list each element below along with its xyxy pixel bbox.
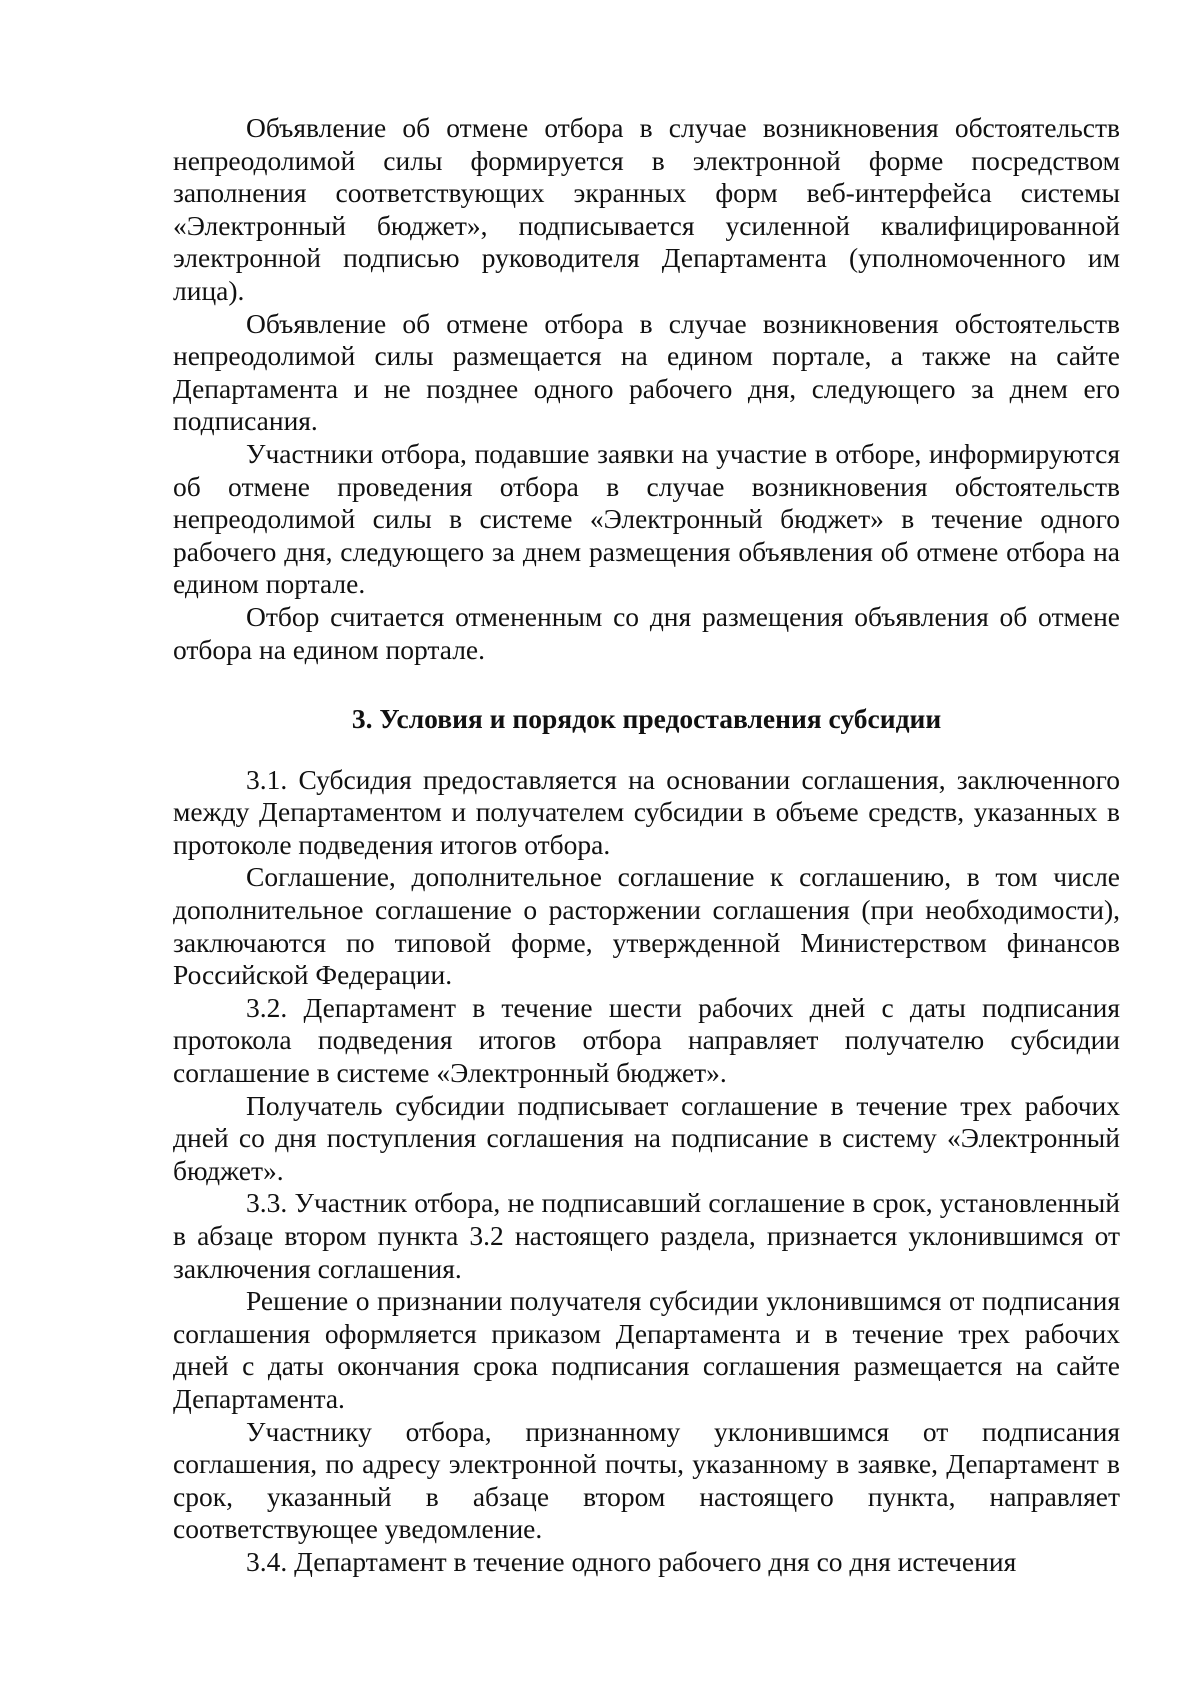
paragraph-3-4: 3.4. Департамент в течение одного рабочего дня со дня истечения — [246, 1545, 1017, 1577]
paragraph-3-1: 3.1. Субсидия предоставляется на основании соглашения, заключенного между Департаментом и получателем субсидии в объеме средств, указанных в протоколе подведения итогов отбора. — [173, 763, 1120, 860]
paragraph-evasion-decision: Решение о признании получателя субсидии уклонившимся от подписания соглашения оформляется приказом Департамента и в течение трех рабочих дней с даты окончания срока подписания соглашения размещается на сайте Департамента. — [173, 1285, 1120, 1414]
paragraph-3-3: 3.3. Участник отбора, не подписавший соглашение в срок, установленный в абзаце втором пункта 3.2 настоящего раздела, признается уклонившимся от заключения соглашения. — [173, 1187, 1120, 1284]
section-heading: 3. Условия и порядок предоставления субсидии — [351, 703, 942, 735]
paragraph-recipient-signs: Получатель субсидии подписывает соглашение в течение трех рабочих дней со дня поступления соглашения на подписание в систему «Электронный бюджет». — [173, 1089, 1120, 1186]
paragraph-selection-cancelled: Отбор считается отмененным со дня размещения объявления об отмене отбора на едином портале. — [173, 600, 1120, 665]
paragraph-participants-notified: Участники отбора, подавшие заявки на участие в отборе, информируются об отмене проведения отбора в случае возникновения обстоятельств непреодолимой силы в системе «Электронный бюджет» в течение одного рабочего дня, следующего за днем размещения объявления об отмене отбора на едином портале. — [173, 437, 1120, 600]
paragraph-evasion-notice: Участнику отбора, признанному уклонившимся от подписания соглашения, по адресу электронной почты, указанному в заявке, Департамент в срок, указанный в абзаце втором настоящего пункта, направляет соответствующее уведомление. — [173, 1415, 1120, 1545]
paragraph-cancellation-form: Объявление об отмене отбора в случае возникновения обстоятельств непреодолимой силы формируется в электронной форме посредством заполнения соответствующих экранных форм веб-интерфейса системы «Электронный бюджет», подписывается усиленной квалифицированной электронной подписью руководителя Департамента (уполномоченного им лица). — [173, 112, 1120, 306]
paragraph-agreement-form: Соглашение, дополнительное соглашение к соглашению, в том числе дополнительное соглашение о расторжении соглашения (при необходимости), заключаются по типовой форме, утвержденной Министерством финансов Российской Федерации. — [173, 861, 1120, 991]
document-body — [173, 112, 1120, 1579]
paragraph-3-2: 3.2. Департамент в течение шести рабочих дней с даты подписания протокола подведения итогов отбора направляет получателю субсидии соглашение в системе «Электронный бюджет». — [173, 991, 1120, 1089]
paragraph-cancellation-publication: Объявление об отмене отбора в случае возникновения обстоятельств непреодолимой силы размещается на едином портале, а также на сайте Департамента и не позднее одного рабочего дня, следующего за днем его подписания. — [173, 307, 1120, 437]
